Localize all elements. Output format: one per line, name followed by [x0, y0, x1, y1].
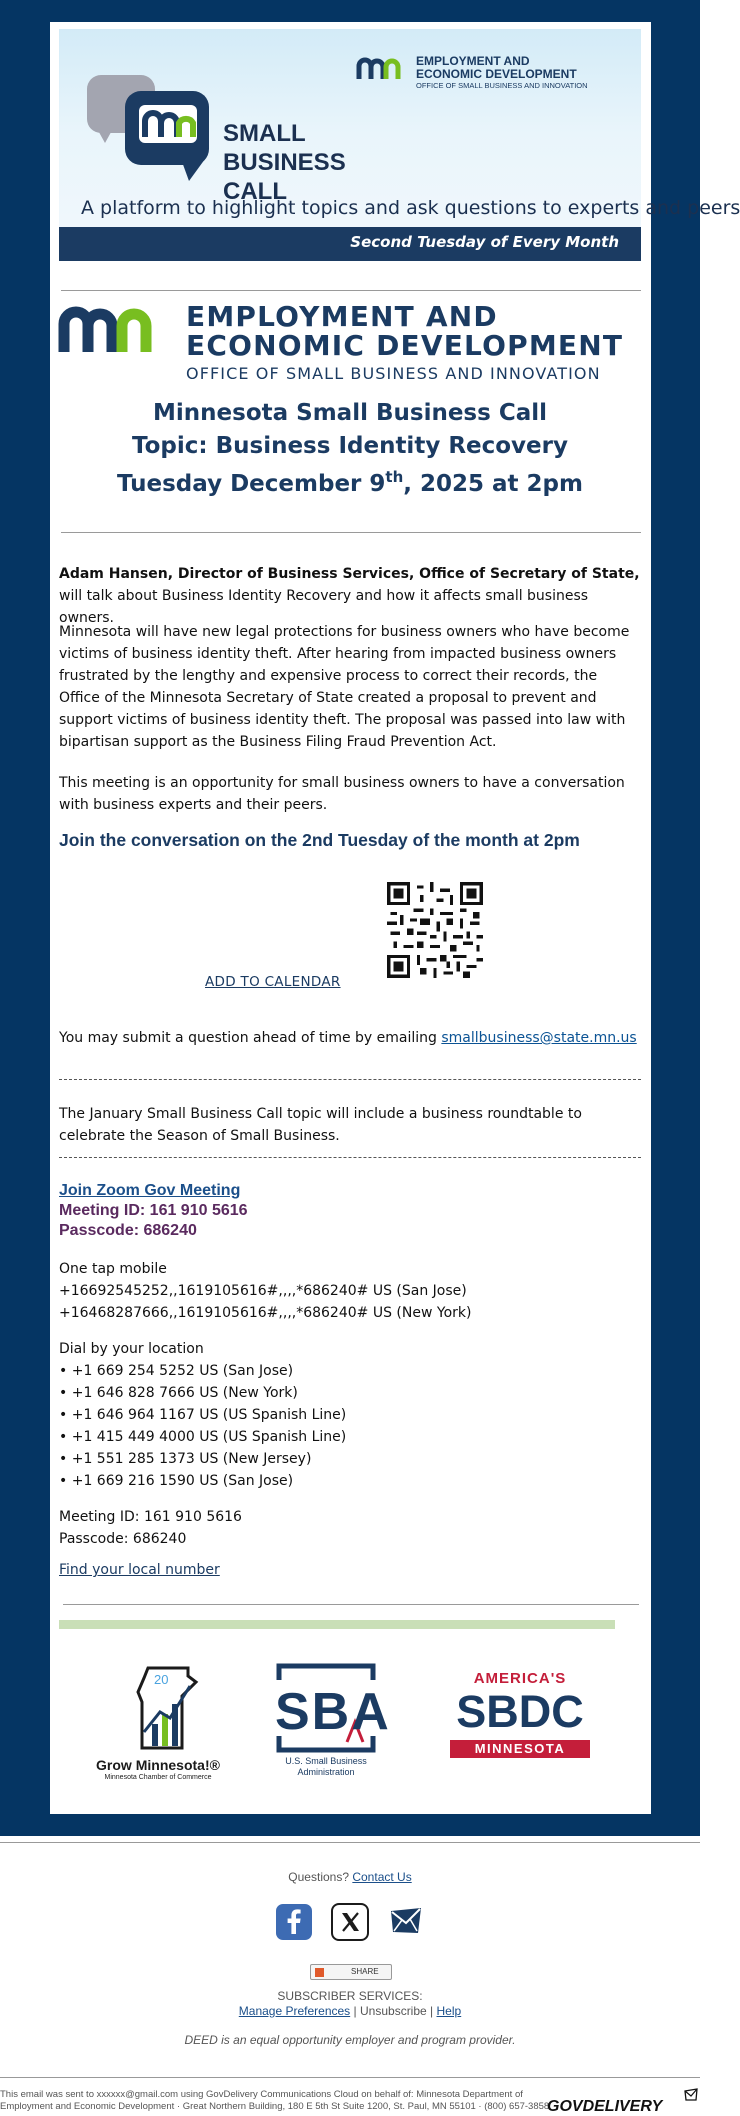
dial-number: • +1 669 216 1590 US (San Jose): [59, 1473, 294, 1489]
smallbusiness-email-link[interactable]: smallbusiness@state.mn.us: [441, 1030, 637, 1046]
email-envelope-icon[interactable]: [388, 1904, 424, 1940]
passcode-plain: Passcode: 686240: [59, 1531, 187, 1547]
sba-subtitle: [275, 1756, 377, 1778]
add-to-calendar-link[interactable]: ADD TO CALENDAR: [205, 974, 341, 990]
footer-divider: [0, 2077, 700, 2078]
x-twitter-icon[interactable]: [332, 1904, 368, 1940]
event-date-sup: th: [385, 468, 404, 486]
sba-wordmark: SBA: [275, 1683, 391, 1741]
share-button[interactable]: [310, 1964, 392, 1980]
sbdc-wordmark: SBDC: [456, 1686, 584, 1737]
speaker-text: will talk about Business Identity Recovery and how it affects small business owners.: [59, 588, 589, 626]
americas-sbdc-logo[interactable]: [446, 1670, 594, 1770]
share-label: SHARE: [351, 1967, 379, 1976]
join-zoom-link[interactable]: Join Zoom Gov Meeting: [59, 1182, 241, 1199]
footer-divider: [0, 1842, 700, 1843]
grow-number: 20: [154, 1672, 169, 1687]
dial-number: • +1 415 449 4000 US (US Spanish Line): [59, 1429, 347, 1445]
subscriber-services-label: SUBSCRIBER SERVICES:: [277, 1989, 423, 2003]
fine-print-line: Employment and Economic Development · Great Northern Building, 180 E 5th St Suite 1200, St. Paul, MN 55101 · (800) 657-3858: [0, 2101, 550, 2112]
fine-print: [0, 2089, 549, 2113]
banner-band-text: Second Tuesday of Every Month: [350, 233, 619, 251]
deed-logo-subtitle: OFFICE OF SMALL BUSINESS AND INNOVATION: [186, 364, 601, 383]
sbdc-state-band: MINNESOTA: [450, 1740, 590, 1758]
separator: |: [430, 2004, 434, 2018]
grow-name: [78, 1757, 238, 1773]
join-conversation-heading: Join the conversation on the 2nd Tuesday of the month at 2pm: [59, 830, 580, 850]
fine-print-line: This email was sent to xxxxxx@gmail.com using GovDelivery Communications Cloud on behalf of: Minnesota Department of: [0, 2089, 523, 2100]
logo-line: EMPLOYMENT AND: [186, 300, 498, 333]
submit-question-prefix: You may submit a question ahead of time by emailing: [59, 1030, 442, 1046]
mn-logo-icon: [356, 55, 410, 81]
divider: [63, 1604, 639, 1605]
logo-line: ECONOMIC DEVELOPMENT: [186, 329, 624, 362]
small-business-call-wordmark: [223, 119, 346, 206]
one-tap-label: One tap mobile: [59, 1261, 167, 1277]
grow-reg-mark: ®: [209, 1757, 220, 1773]
dashed-divider: [59, 1079, 641, 1080]
subscriber-links: [0, 2004, 700, 2018]
contact-us-link[interactable]: Contact Us: [352, 1870, 412, 1884]
identity-theft-paragraph: Minnesota will have new legal protections for business owners who have become victims of business identity theft. After hearing from impacted business owners frustrated by the lengthy and expensive process to correct their records, the Office of the Minnesota Secretary of State created a proposal to prevent and support victims of business identity theft. The proposal was passed into law with bipartisan support as the Business Filing Fraud Prevention Act.: [59, 624, 630, 750]
speech-bubble-tail-icon: [181, 159, 205, 181]
submit-question-text: [59, 1027, 641, 1049]
green-accent-bar: [59, 1620, 615, 1629]
dial-number: • +1 646 964 1167 US (US Spanish Line): [59, 1407, 347, 1423]
logo-subline: OFFICE OF SMALL BUSINESS AND INNOVATION: [416, 81, 588, 90]
deed-header-logo-text: [416, 55, 577, 81]
sba-subtitle-line: U.S. Small Business: [285, 1756, 367, 1766]
dashed-divider: [59, 1157, 641, 1158]
deed-header-logo: [356, 54, 588, 90]
grow-name-text: Grow Minnesota!: [96, 1757, 210, 1773]
january-topic-paragraph: The January Small Business Call topic will include a business roundtable to celebrate the Season of Small Business.: [59, 1106, 582, 1144]
mn-logo-icon: [139, 105, 197, 143]
questions-line: [0, 1870, 700, 1884]
deed-logo-title: [186, 302, 623, 360]
one-tap-number[interactable]: +16692545252,,1619105616#,,,,*686240# US (San Jose): [59, 1283, 467, 1299]
dial-number: • +1 551 285 1373 US (New Jersey): [59, 1451, 312, 1467]
zoom-meeting-id: Meeting ID: 161 910 5616: [59, 1202, 248, 1219]
divider: [61, 290, 641, 291]
dial-by-location-label: Dial by your location: [59, 1341, 204, 1357]
event-topic: Topic: Business Identity Recovery: [131, 433, 568, 459]
unsubscribe-link[interactable]: Unsubscribe: [360, 2004, 427, 2018]
grow-subtitle: Minnesota Chamber of Commerce: [104, 1774, 212, 1781]
speaker-name: Adam Hansen, Director of Business Services, Office of Secretary of State,: [59, 566, 640, 582]
facebook-icon[interactable]: [276, 1904, 312, 1940]
call-word: BUSINESS: [223, 149, 346, 176]
equal-opportunity-statement: DEED is an equal opportunity employer and program provider.: [184, 2033, 516, 2047]
speech-bubble-tail-icon: [95, 125, 115, 143]
divider: [61, 532, 641, 533]
logo-line: EMPLOYMENT AND: [416, 54, 530, 68]
manage-preferences-link[interactable]: Manage Preferences: [238, 2004, 351, 2018]
mn-logo-icon: [58, 302, 176, 354]
separator: |: [353, 2004, 357, 2018]
event-title: Minnesota Small Business Call: [153, 400, 547, 426]
dial-number: • +1 669 254 5252 US (San Jose): [59, 1363, 294, 1379]
logo-line: ECONOMIC DEVELOPMENT: [416, 67, 577, 81]
call-word: CALL: [223, 178, 287, 205]
event-date: [59, 468, 641, 497]
speaker-paragraph: [59, 563, 641, 629]
find-local-number-link[interactable]: Find your local number: [59, 1562, 220, 1578]
meeting-opportunity-paragraph: This meeting is an opportunity for small business owners to have a conversation with business experts and their peers.: [59, 775, 625, 813]
meeting-id-plain: Meeting ID: 161 910 5616: [59, 1509, 242, 1525]
small-business-call-banner: [59, 29, 740, 261]
email-card: [50, 22, 740, 1814]
sba-subtitle-line: Administration: [297, 1767, 355, 1777]
banner-band: [59, 227, 641, 261]
sba-logo[interactable]: [275, 1662, 395, 1782]
help-link[interactable]: Help: [436, 2004, 462, 2018]
minnesota-map-chart-icon: [78, 1662, 238, 1757]
call-word: SMALL: [223, 120, 306, 147]
govdelivery-envelope-icon: [684, 2088, 698, 2102]
qr-code-icon[interactable]: [387, 882, 483, 978]
zoom-passcode: Passcode: 686240: [59, 1222, 197, 1239]
sbdc-top-text: AMERICA'S: [473, 1670, 567, 1687]
event-date-prefix: Tuesday December 9: [116, 471, 386, 497]
dial-number: • +1 646 828 7666 US (New York): [59, 1385, 298, 1401]
one-tap-number[interactable]: +16468287666,,1619105616#,,,,*686240# US (New York): [59, 1305, 472, 1321]
deed-logo: [58, 300, 624, 383]
grow-minnesota-logo[interactable]: [78, 1662, 238, 1782]
event-date-suffix: , 2025 at 2pm: [403, 471, 583, 497]
questions-prefix: Questions?: [288, 1870, 353, 1884]
banner-tagline: A platform to highlight topics and ask questions to experts and peers: [81, 197, 740, 219]
govdelivery-logo[interactable]: GOVDELIVERY: [547, 2098, 663, 2115]
share-plus-icon: [315, 1968, 324, 1977]
